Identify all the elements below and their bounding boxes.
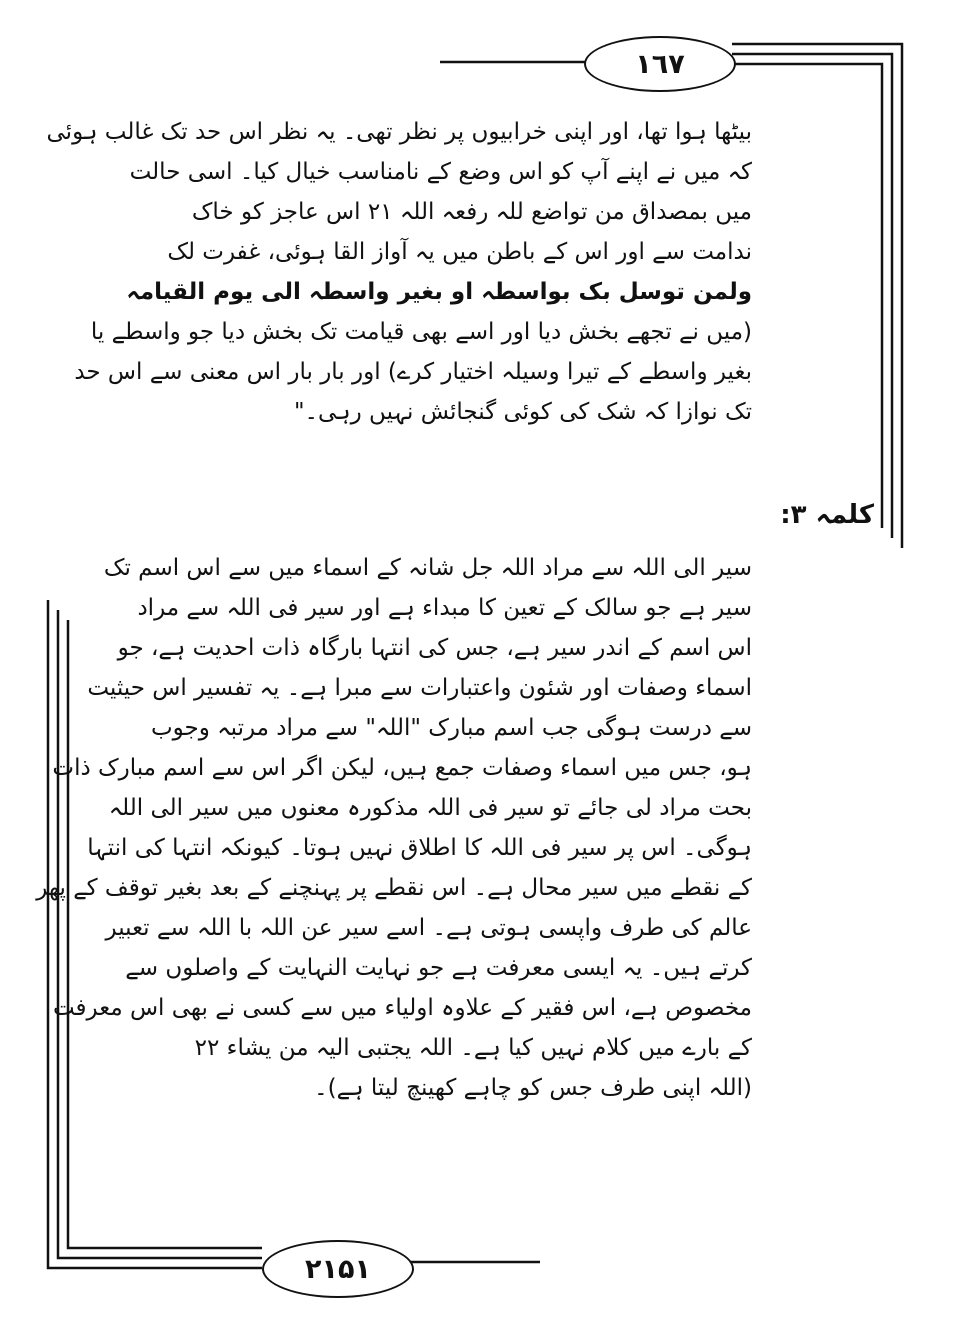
border-line-top-middle — [732, 54, 892, 538]
text-line: ندامت سے اور اس کے باطن میں یہ آواز القا ہوئی، غفرت لک — [167, 239, 752, 265]
text-line: اس اسم کے اندر سیر ہے، جس کی انتہا بارگاہ ذات احدیت ہے، جو — [117, 635, 752, 661]
text-line: سیر الی اللہ سے مراد اللہ جل شانہ کے اسماء میں سے اس اسم تک — [103, 555, 752, 581]
text-line: کے بارے میں کلام نہیں کیا ہے۔ اللہ یجتبی الیہ من یشاء ۲۲ — [194, 1035, 752, 1061]
border-line-top-outer — [732, 44, 902, 548]
text-line: تک نوازا کہ شک کی کوئی گنجائش نہیں رہی۔" — [293, 399, 752, 425]
text-line: اسماء وصفات اور شئون واعتبارات سے مبرا ہے۔ یہ تفسیر اس حیثیت — [87, 675, 752, 701]
text-line: سیر ہے جو سالک کے تعین کا مبداء ہے اور سیر فی اللہ سے مراد — [137, 595, 752, 621]
text-line: مخصوص ہے، اس فقیر کے علاوہ اولیاء میں سے کسی نے بھی اس معرفت — [52, 995, 752, 1021]
text-line: بیٹھا ہوا تھا، اور اپنی خرابیوں پر نظر تھی۔ یہ نظر اس حد تک غالب ہوئی — [46, 119, 752, 145]
section-heading: کلمہ ۳: — [780, 500, 874, 530]
text-line: ہو، جس میں اسماء وصفات جمع ہیں، لیکن اگر اس سے اسم مبارک ذات — [52, 755, 752, 781]
header-page-number: ١٦٧ — [584, 36, 736, 92]
border-line-top-inner — [732, 64, 882, 528]
text-line: (میں نے تجھے بخش دیا اور اسے بھی قیامت تک بخش دیا جو واسطے یا — [90, 319, 752, 345]
paragraph-2 — [36, 548, 752, 1108]
text-line: میں بمصداق من تواضع للہ رفعہ اللہ ۲۱ اس عاجز کو خاک — [191, 199, 752, 225]
text-line: کہ میں نے اپنے آپ کو اس وضع کے نامناسب خیال کیا۔ اسی حالت — [129, 159, 752, 185]
text-line: بحت مراد لی جائے تو سیر فی اللہ مذکورہ معنوں میں سیر الی اللہ — [108, 795, 752, 821]
text-line: کرتے ہیں۔ یہ ایسی معرفت ہے جو نہایت النہایت کے واصلوں سے — [125, 955, 752, 981]
text-line: (اللہ اپنی طرف جس کو چاہے کھینچ لیتا ہے)۔ — [314, 1075, 752, 1101]
footer-page-number: ۲۱۵۱ — [262, 1240, 414, 1298]
text-line: بغیر واسطے کے تیرا وسیلہ اختیار کرے) اور بار بار اس معنی سے اس حد — [74, 359, 752, 385]
text-line: ہوگی۔ اس پر سیر فی اللہ کا اطلاق نہیں ہوتا۔ کیونکہ انتہا کی انتہا — [87, 835, 752, 861]
arabic-quote-line: ولمن توسل بک بواسطہ او بغیر واسطہ الی یوم القیامہ — [126, 279, 752, 305]
text-line: سے درست ہوگی جب اسم مبارک "اللہ" سے مراد مرتبہ وجوب — [151, 715, 752, 741]
paragraph-1 — [46, 112, 752, 432]
text-line: کے نقطے میں سیر محال ہے۔ اس نقطے پر پہنچنے کے بعد بغیر توقف کے پھر — [36, 875, 752, 901]
text-line: عالم کی طرف واپسی ہوتی ہے۔ اسے سیر عن اللہ با اللہ سے تعبیر — [105, 915, 752, 941]
